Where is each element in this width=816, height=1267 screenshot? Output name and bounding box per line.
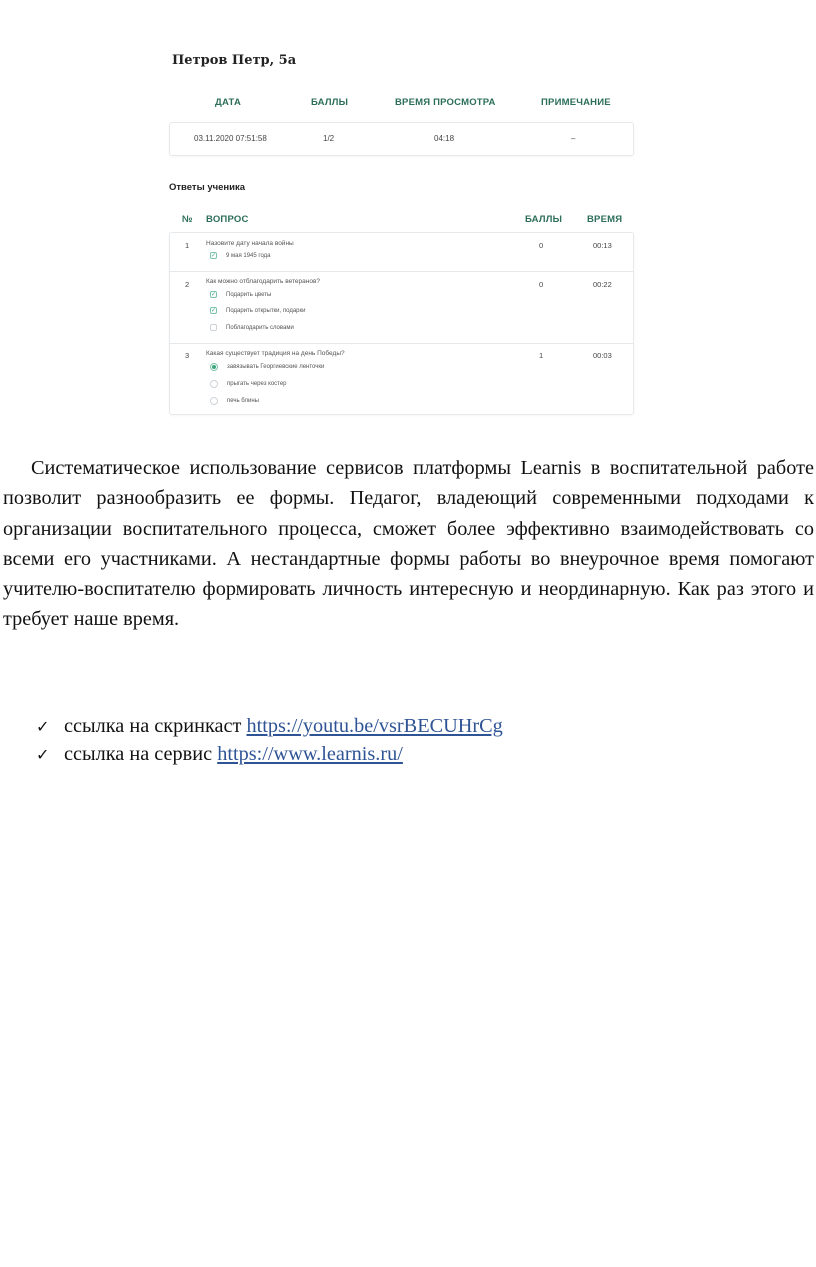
link-label-text: ссылка на скринкаст bbox=[64, 714, 247, 737]
header-time: ВРЕМЯ bbox=[587, 214, 623, 225]
radio-empty-icon bbox=[210, 397, 218, 405]
answer-option bbox=[210, 290, 271, 299]
radio-selected-icon bbox=[210, 363, 218, 371]
answer-option bbox=[210, 323, 294, 332]
header-num: № bbox=[182, 214, 193, 225]
answers-title: Ответы ученика bbox=[169, 182, 246, 193]
option-label: прыгать через костер bbox=[227, 380, 287, 387]
option-label: Подарить открытки, подарки bbox=[226, 307, 306, 314]
header-date: ДАТА bbox=[215, 97, 242, 108]
header-question: ВОПРОС bbox=[206, 214, 249, 225]
checkbox-checked-icon: ✓ bbox=[210, 291, 217, 298]
row-divider bbox=[169, 343, 634, 344]
answer-option bbox=[210, 396, 259, 405]
answer-option bbox=[210, 362, 324, 371]
check-mark-icon: ✓ bbox=[36, 716, 50, 736]
header-score: БАЛЛЫ bbox=[311, 97, 349, 108]
summary-view-time: 04:18 bbox=[434, 134, 455, 143]
option-label: 9 мая 1945 года bbox=[226, 252, 271, 259]
results-screenshot bbox=[0, 0, 816, 430]
question-score: 0 bbox=[539, 241, 544, 250]
checkbox-empty-icon bbox=[210, 324, 217, 331]
question-text: Назовите дату начала войны bbox=[206, 240, 294, 247]
option-label: Подарить цветы bbox=[226, 291, 272, 298]
screencast-link[interactable]: https://youtu.be/vsrBECUHrCg bbox=[246, 714, 503, 737]
option-label: завязывать Георгиевские ленточки bbox=[227, 363, 325, 370]
checkbox-checked-icon: ✓ bbox=[210, 307, 217, 314]
header-answer-score: БАЛЛЫ bbox=[525, 214, 563, 225]
question-number: 3 bbox=[185, 351, 190, 360]
option-label: Поблагодарить словами bbox=[226, 324, 294, 331]
question-score: 0 bbox=[539, 280, 544, 289]
student-name: Петров Петр, 5а bbox=[172, 53, 297, 68]
option-label: печь блины bbox=[227, 397, 259, 404]
checkbox-checked-icon: ✓ bbox=[210, 252, 217, 259]
body-paragraph: Систематическое использование сервисов платформы Learnis в воспитательной работе позволит разнообразить ее формы. Педагог, владеющий современными подходами к организации воспитательного процесса, сможет более эффективно взаимодействовать со всеми его участниками. А нестандартные формы работы во внеурочное время помогают учителю-воспитателю формировать личность интересную и неординарную. Как раз этого и требует наше время. bbox=[3, 457, 814, 631]
answer-option bbox=[210, 306, 305, 315]
summary-note: – bbox=[571, 134, 576, 143]
answer-option bbox=[210, 379, 287, 388]
question-time: 00:13 bbox=[593, 241, 612, 250]
question-text: Как можно отблагодарить ветеранов? bbox=[206, 278, 321, 285]
service-link[interactable]: https://www.learnis.ru/ bbox=[217, 742, 403, 765]
link-label-text: ссылка на сервис bbox=[64, 742, 218, 765]
radio-empty-icon bbox=[210, 380, 218, 388]
row-divider bbox=[169, 271, 634, 272]
question-text: Какая существует традиция на день Победы? bbox=[206, 350, 345, 357]
answer-option bbox=[210, 251, 271, 260]
question-score: 1 bbox=[539, 351, 544, 360]
link-item-label bbox=[64, 715, 503, 738]
question-number: 1 bbox=[185, 241, 190, 250]
check-mark-icon: ✓ bbox=[36, 744, 50, 764]
summary-date: 03.11.2020 07:51:58 bbox=[194, 134, 267, 143]
question-time: 00:22 bbox=[593, 280, 612, 289]
link-item-label bbox=[64, 743, 403, 766]
question-time: 00:03 bbox=[593, 351, 612, 360]
header-note: ПРИМЕЧАНИЕ bbox=[541, 97, 611, 108]
header-view-time: ВРЕМЯ ПРОСМОТРА bbox=[395, 97, 496, 108]
question-number: 2 bbox=[185, 280, 190, 289]
summary-score: 1/2 bbox=[323, 134, 335, 143]
